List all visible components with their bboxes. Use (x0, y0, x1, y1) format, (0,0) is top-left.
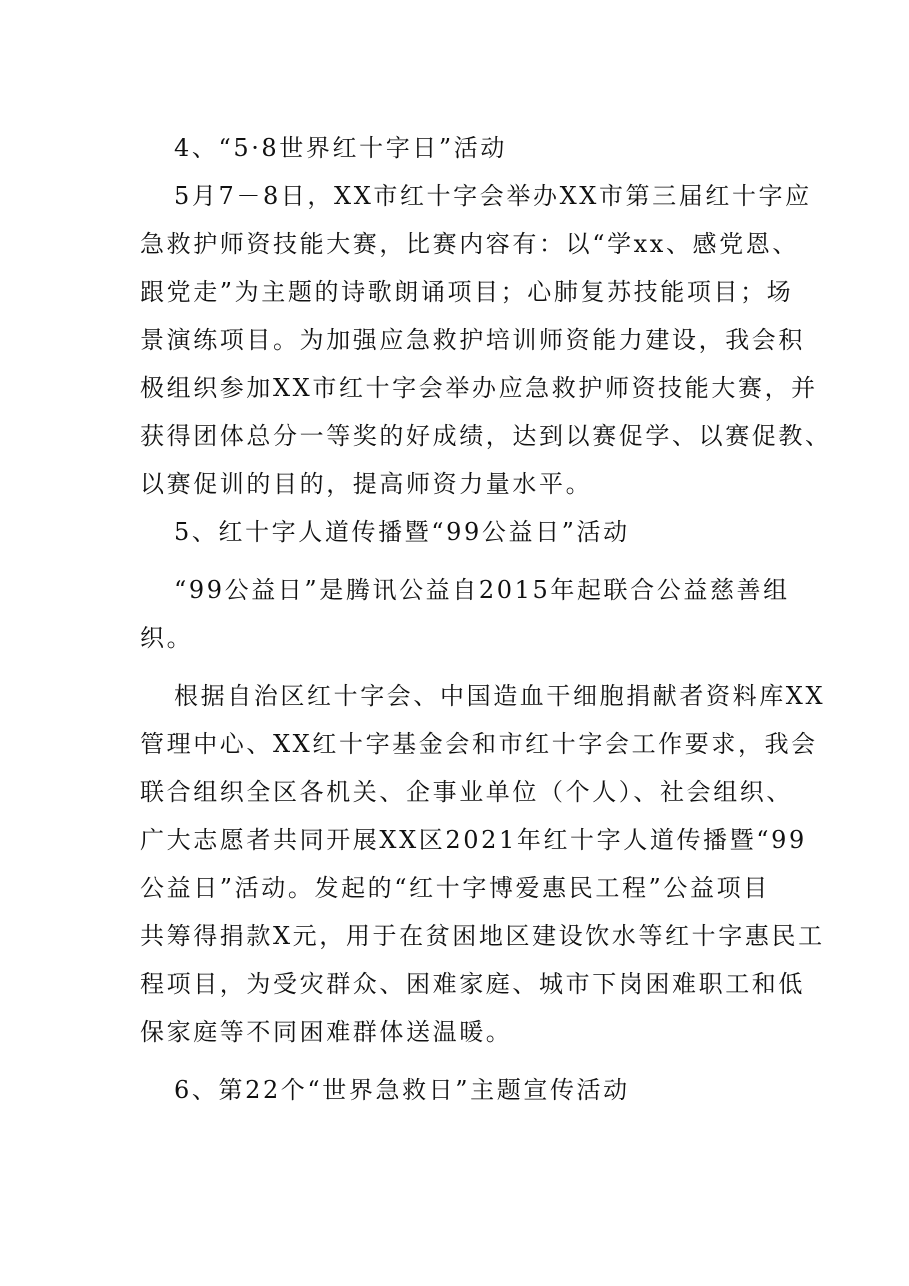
paragraph-line: 获得团体总分一等奖的好成绩，达到以赛促学、以赛促教、 (140, 422, 832, 450)
paragraph-line: 联合组织全区各机关、企事业单位（个人）、社会组织、 (140, 778, 793, 806)
paragraph-line: 急救护师资技能大赛，比赛内容有：以“学xx、感党恩、 (140, 230, 799, 258)
heading-line: 5、红十字人道传播暨“99公益日”活动 (174, 518, 630, 546)
section-heading-6 (140, 1066, 780, 1114)
section-heading-4 (140, 124, 780, 172)
paragraph-line: 共筹得捐款X元，用于在贫困地区建设饮水等红十字惠民工 (140, 922, 825, 950)
paragraph-line: 广大志愿者共同开展XX区2021年红十字人道传播暨“99 (140, 826, 807, 854)
heading-line: 6、第22个“世界急救日”主题宣传活动 (174, 1076, 630, 1104)
document-body (140, 124, 832, 1114)
heading-line: 4、“5·8世界红十字日”活动 (174, 134, 507, 162)
paragraph-line: 极组织参加XX市红十字会举办应急救护师资技能大赛，并 (140, 374, 818, 402)
section-heading-5 (140, 508, 780, 556)
paragraph-red-cross-day (140, 172, 832, 508)
paragraph-line: 织。 (140, 624, 194, 652)
paragraph-line: 保家庭等不同困难群体送温暖。 (140, 1018, 513, 1046)
paragraph-line: 5月7－8日，XX市红十字会举办XX市第三届红十字应 (174, 182, 812, 210)
paragraph-line: 管理中心、XX红十字基金会和市红十字会工作要求，我会 (140, 730, 818, 758)
paragraph-line: 跟党走”为主题的诗歌朗诵项目；心肺复苏技能项目；场 (140, 278, 794, 306)
paragraph-line: 程项目，为受灾群众、困难家庭、城市下岗困难职工和低 (140, 970, 805, 998)
paragraph-line: 以赛促训的目的，提高师资力量水平。 (140, 470, 593, 498)
paragraph-99-charity-day-activity (140, 672, 826, 1056)
paragraph-line: 根据自治区红十字会、中国造血干细胞捐献者资料库XX (174, 682, 826, 710)
paragraph-99-charity-day-intro (140, 566, 790, 662)
paragraph-line: “99公益日”是腾讯公益自2015年起联合公益慈善组 (174, 576, 790, 604)
paragraph-line: 景演练项目。为加强应急救护培训师资能力建设，我会积 (140, 326, 805, 354)
paragraph-line: 公益日”活动。发起的“红十字博爱惠民工程”公益项目 (140, 874, 770, 902)
